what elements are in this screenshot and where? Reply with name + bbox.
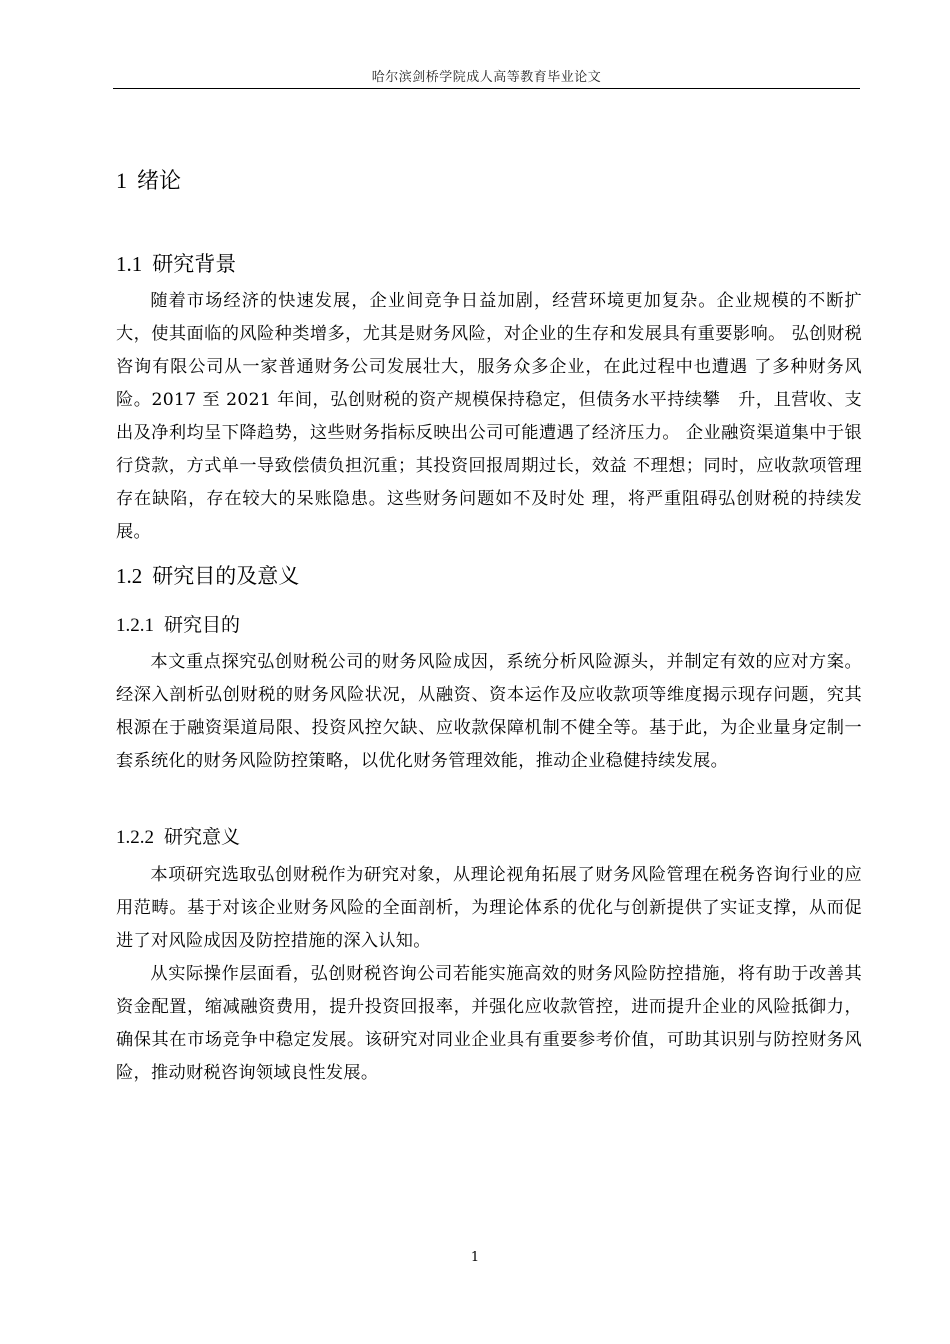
section-title: 研究目的及意义: [152, 564, 300, 588]
section-number: 1.2.2: [116, 827, 154, 848]
section-heading-1-1: [116, 248, 236, 278]
chapter-heading: [116, 164, 181, 195]
paragraph-background: 随着市场经济的快速发展，企业间竞争日益加剧，经营环境更加复杂。企业规模的不断扩大，使其面临的风险种类增多，尤其是财务风险，对企业的生存和发展具有重要影响。 弘创财税咨询有限公司从一家普通财务公司发展壮大，服务众多企业，在此过程中也遭遇 了多种财务风险。2017 至 2021 年间，弘创财税的资产规模保持稳定，但债务水平持续攀 升，且营收、支出及净利均呈下降趋势，这些财务指标反映出公司可能遭遇了经济压力。 企业融资渠道集中于银行贷款，方式单一导致偿债负担沉重；其投资回报周期过长，效益 不理想；同时，应收款项管理存在缺陷，存在较大的呆账隐患。这些财务问题如不及时处 理，将严重阻碍弘创财税的持续发展。: [116, 291, 862, 542]
header-rule: [113, 88, 860, 89]
paragraph-purpose: 本文重点探究弘创财税公司的财务风险成因，系统分析风险源头，并制定有效的应对方案。经深入剖析弘创财税的财务风险状况，从融资、资本运作及应收款项等维度揭示现存问题，究其根源在于融资渠道局限、投资风控欠缺、应收款保障机制不健全等。基于此，为企业量身定制一套系统化的财务风险防控策略，以优化财务管理效能，推动企业稳健持续发展。: [116, 652, 862, 771]
paragraph-significance-theory: 本项研究选取弘创财税作为研究对象，从理论视角拓展了财务风险管理在税务咨询行业的应用范畴。基于对该企业财务风险的全面剖析，为理论体系的优化与创新提供了实证支撑，从而促进了对风险成因及防控措施的深入认知。: [116, 865, 862, 951]
section-title: 研究意义: [164, 826, 241, 848]
section-number: 1.2: [116, 564, 143, 588]
section-heading-1-2-2: [116, 822, 240, 849]
section-title: 研究背景: [152, 252, 237, 276]
section-number: 1.2.1: [116, 615, 154, 636]
section-heading-1-2: [116, 560, 299, 590]
paragraph-significance-practice: 从实际操作层面看，弘创财税咨询公司若能实施高效的财务风险防控措施，将有助于改善其资金配置，缩减融资费用，提升投资回报率，并强化应收款管控，进而提升企业的风险抵御力，确保其在市场竞争中稳定发展。该研究对同业企业具有重要参考价值，可助其识别与防控财务风险，推动财税咨询领域良性发展。: [116, 964, 862, 1083]
page-number: 1: [470, 1250, 480, 1265]
section-title: 研究目的: [164, 614, 241, 636]
running-header: 哈尔滨剑桥学院成人高等教育毕业论文: [371, 70, 602, 85]
section-heading-1-2-1: [116, 610, 240, 637]
section-number: 1.1: [116, 252, 143, 276]
chapter-title: 绪论: [137, 169, 182, 194]
chapter-number: 1: [116, 168, 127, 193]
